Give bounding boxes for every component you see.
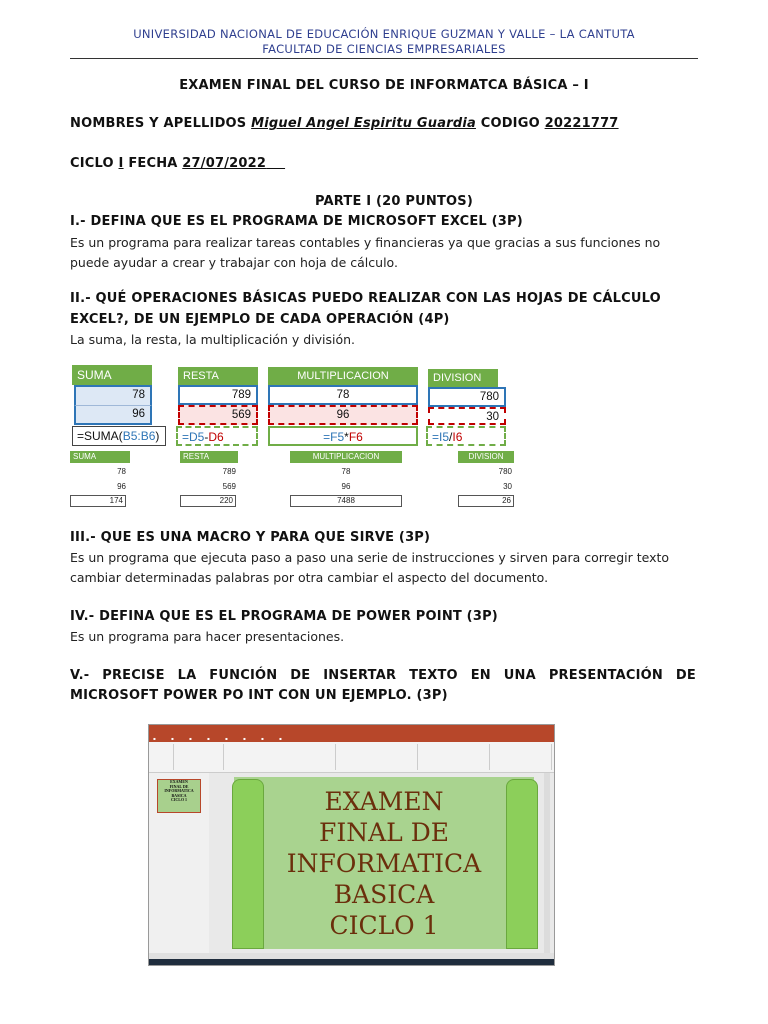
small-header-multiplicacion: MULTIPLICACION <box>290 451 402 463</box>
excel-formula-div: =I5/I6 <box>426 426 506 446</box>
excel-header-division: DIVISION <box>428 369 498 387</box>
excel-header-suma: SUMA <box>72 365 152 385</box>
excel-cell-resta-2: 569 <box>178 405 258 425</box>
small-resta-1: 789 <box>222 467 236 476</box>
excel-header-resta: RESTA <box>178 367 258 385</box>
small-suma-2: 96 <box>117 482 126 491</box>
date-value: 27/07/2022 <box>182 156 267 171</box>
question-4: IV.- DEFINA QUE ES EL PROGRAMA DE POWER POINT (3P) <box>70 609 498 624</box>
header-divider <box>70 58 698 59</box>
pp-ribbon-tabs: ▪ ▪ ▪ ▪ ▪ ▪ ▪ ▪ <box>149 735 554 742</box>
slide-line-3: INFORMATICA <box>286 849 482 878</box>
excel-header-multiplicacion: MULTIPLICACION <box>268 367 418 385</box>
slide-line-2: FINAL DE <box>319 818 449 847</box>
student-info-line <box>70 116 619 131</box>
slide-line-4: BASICA <box>333 880 435 909</box>
cycle-value: I <box>118 156 124 171</box>
exam-title: EXAMEN FINAL DEL CURSO DE INFORMATCA BÁSICA – I <box>179 78 589 93</box>
question-2-line-1: II.- QUÉ OPERACIONES BÁSICAS PUEDO REALIZAR CON LAS HOJAS DE CÁLCULO <box>70 291 661 306</box>
windows-taskbar <box>149 959 554 965</box>
excel-cell-div-2: 30 <box>428 407 506 425</box>
excel-cell-mult-2: 96 <box>268 405 418 425</box>
small-div-total: 26 <box>458 495 514 507</box>
small-div-1: 780 <box>498 467 512 476</box>
powerpoint-screenshot <box>148 724 555 966</box>
cycle-label: CICLO <box>70 156 114 171</box>
pp-thumbnail-pane <box>149 773 209 953</box>
excel-cell-suma-2: 96 <box>74 405 152 425</box>
question-5-line-2: MICROSOFT POWER PO INT CON UN EJEMPLO. (3P) <box>70 688 448 703</box>
excel-cell-suma-1: 78 <box>74 385 152 405</box>
small-header-suma: SUMA <box>70 451 130 463</box>
small-div-2: 30 <box>503 482 512 491</box>
small-header-resta: RESTA <box>180 451 238 463</box>
excel-cell-resta-1: 789 <box>178 385 258 405</box>
code-label: CODIGO <box>480 116 540 131</box>
part-title: PARTE I (20 PUNTOS) <box>314 194 473 209</box>
excel-formulas-screenshot <box>72 365 512 450</box>
answer-1-line-1: Es un programa para realizar tareas contables y financieras ya que gracias a sus funciones no <box>70 235 661 250</box>
pp-title-bar <box>149 725 554 735</box>
student-name: Miguel Angel Espiritu Guardia <box>251 116 476 131</box>
excel-formula-suma: =SUMA(B5:B6) <box>72 426 166 446</box>
question-2-line-2: EXCEL?, DE UN EJEMPLO DE CADA OPERACIÓN (4P) <box>70 312 450 327</box>
small-suma-total: 174 <box>70 495 126 507</box>
university-name: UNIVERSIDAD NACIONAL DE EDUCACIÓN ENRIQUE GUZMAN Y VALLE – LA CANTUTA <box>133 27 635 41</box>
cycle-date-line <box>70 156 285 171</box>
small-mult-2: 96 <box>341 482 351 491</box>
slide-line-1: EXAMEN <box>324 787 444 816</box>
excel-formula-resta: =D5-D6 <box>176 426 258 446</box>
answer-4: Es un programa para hacer presentaciones. <box>70 629 345 644</box>
excel-results-screenshot <box>70 451 520 511</box>
excel-cell-div-1: 780 <box>428 387 506 407</box>
small-suma-1: 78 <box>117 467 126 476</box>
question-1: I.- DEFINA QUE ES EL PROGRAMA DE MICROSOFT EXCEL (3P) <box>70 214 523 229</box>
pp-slide-thumbnail[interactable]: EXAMEN FINAL DE INFORMATICA BASICA CICLO 1 <box>157 779 201 813</box>
faculty-name: FACULTAD DE CIENCIAS EMPRESARIALES <box>262 42 506 56</box>
small-resta-2: 569 <box>222 482 236 491</box>
answer-2: La suma, la resta, la multiplicación y división. <box>70 332 356 347</box>
pp-slide[interactable] <box>234 777 534 949</box>
small-header-division: DIVISION <box>458 451 514 463</box>
student-code: 20221777 <box>544 116 619 131</box>
date-label: FECHA <box>128 156 178 171</box>
answer-1-line-2: puede ayudar a crear y trabajar con hoja de cálculo. <box>70 255 398 270</box>
answer-3-line-1: Es un programa que ejecuta paso a paso una serie de instrucciones y sirven para corregir texto <box>70 550 670 565</box>
answer-3-line-2: cambiar determinadas palabras por otra cambiar el aspecto del documento. <box>70 570 549 585</box>
pp-ribbon <box>149 742 554 773</box>
slide-line-5: CICLO 1 <box>329 911 439 940</box>
question-3: III.- QUE ES UNA MACRO Y PARA QUE SIRVE (3P) <box>70 530 431 545</box>
names-label: NOMBRES Y APELLIDOS <box>70 116 247 131</box>
small-mult-1: 78 <box>341 467 351 476</box>
excel-cell-mult-1: 78 <box>268 385 418 405</box>
pp-vertical-scrollbar[interactable] <box>544 773 550 953</box>
small-mult-total: 7488 <box>290 495 402 507</box>
small-resta-total: 220 <box>180 495 236 507</box>
question-5-line-1: V.- PRECISE LA FUNCIÓN DE INSERTAR TEXTO EN UNA PRESENTACIÓN DE <box>70 668 696 683</box>
excel-formula-mult: =F5*F6 <box>268 426 418 446</box>
